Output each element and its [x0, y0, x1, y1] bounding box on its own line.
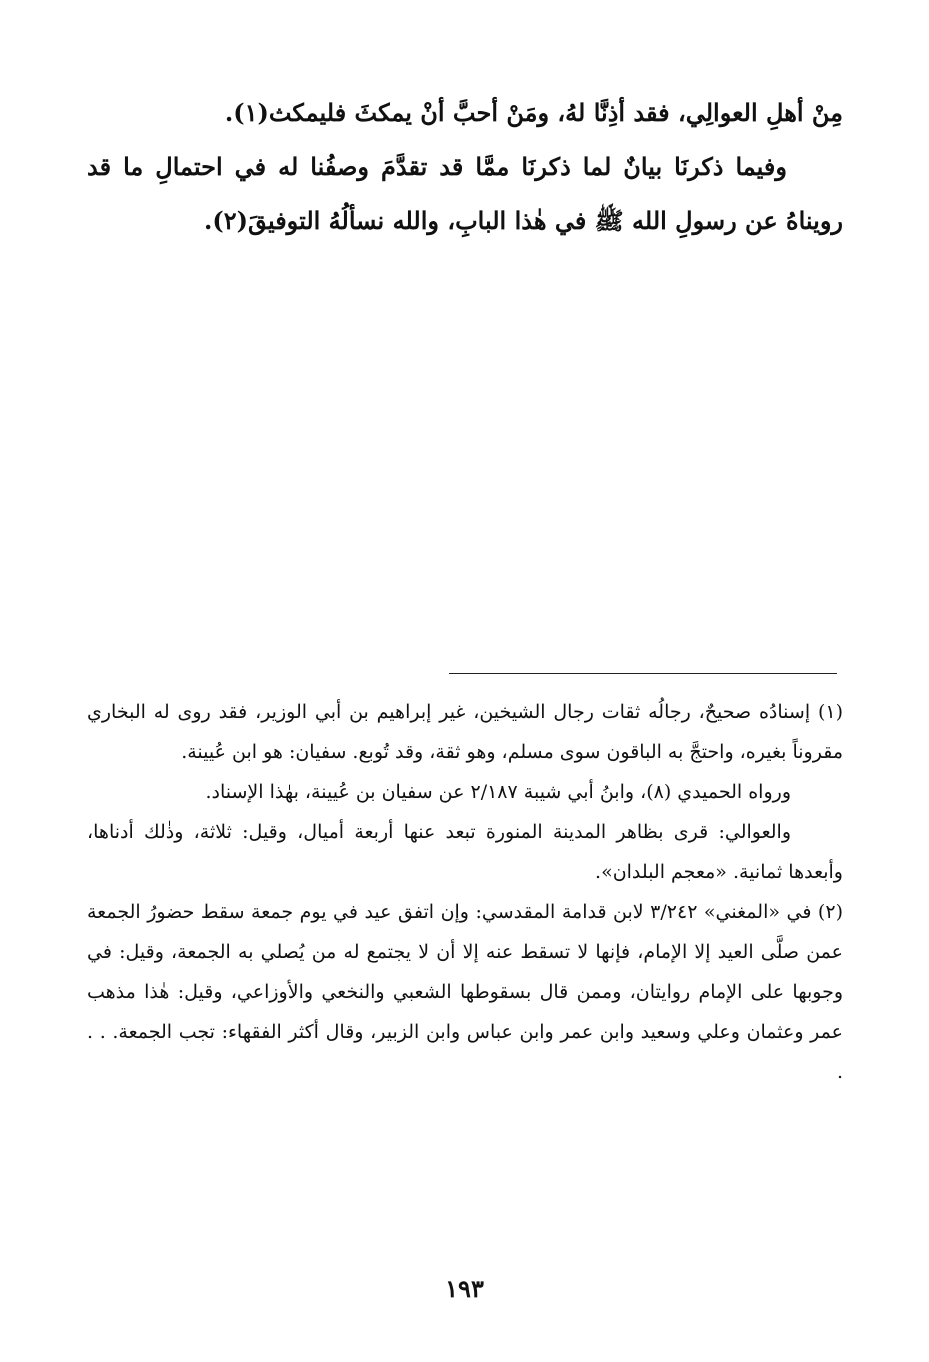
footnote: والعوالي: قرى بظاهر المدينة المنورة تبعد عنها أربعة أميال، وقيل: ثلاثة، وذٰلك أدناها، وأبعدها ثمانية. «معجم البلدان».: [87, 821, 843, 883]
footnote: ورواه الحميدي (٨)، وابنُ أبي شيبة ٢/١٨٧ عن سفيان بن عُيينة، بهٰذا الإسناد.: [205, 781, 791, 803]
footnote: (٢) في «المغني» ٣/٢٤٢ لابن قدامة المقدسي: وإن اتفق عيد في يوم جمعة سقط حضورُ الجمعة عمن صلَّى العيد إلا الإمام، فإنها لا تسقط عنه إلا أن لا يجتمع له من يُصلي به الجمعة، وقيل: في وجوبها على الإمام روايتان، وممن قال بسقوطها الشعبي والنخعي والأوزاعي، وقيل: هٰذا مذهب عمر وعثمان وعلي وسعيد وابن عمر وابن عباس وابن الزبير، وقال أكثر الفقهاء: تجب الجمعة. . . .: [87, 901, 843, 1083]
main-paragraph: وفيما ذكرنَا بيانٌ لما ذكرنَا ممَّا قد تقدَّمَ وصفُنا له في احتمالِ ما قد رويناهُ عن رسولِ الله ﷺ في هٰذا البابِ، والله نسألُهُ التوفيقَ(٢).: [87, 152, 843, 235]
main-paragraph: مِنْ أهلِ العوالِي، فقد أذِنَّا لهُ، ومَنْ أحبَّ أنْ يمكثَ فليمكث(١).: [224, 98, 843, 127]
main-text: [87, 86, 843, 248]
footnote: (١) إسنادُه صحيحٌ، رجالُه ثقات رجال الشيخين، غير إبراهيم بن أبي الوزير، فقد روى له البخاري مقروناً بغيره، واحتجَّ به الباقون سوى مسلم، وهو ثقة، وقد تُوبع. سفيان: هو ابن عُيينة.: [87, 701, 843, 763]
page-number: ١٩٣: [445, 1274, 484, 1303]
footnotes: [87, 692, 843, 1092]
footnote-separator: [449, 673, 837, 674]
